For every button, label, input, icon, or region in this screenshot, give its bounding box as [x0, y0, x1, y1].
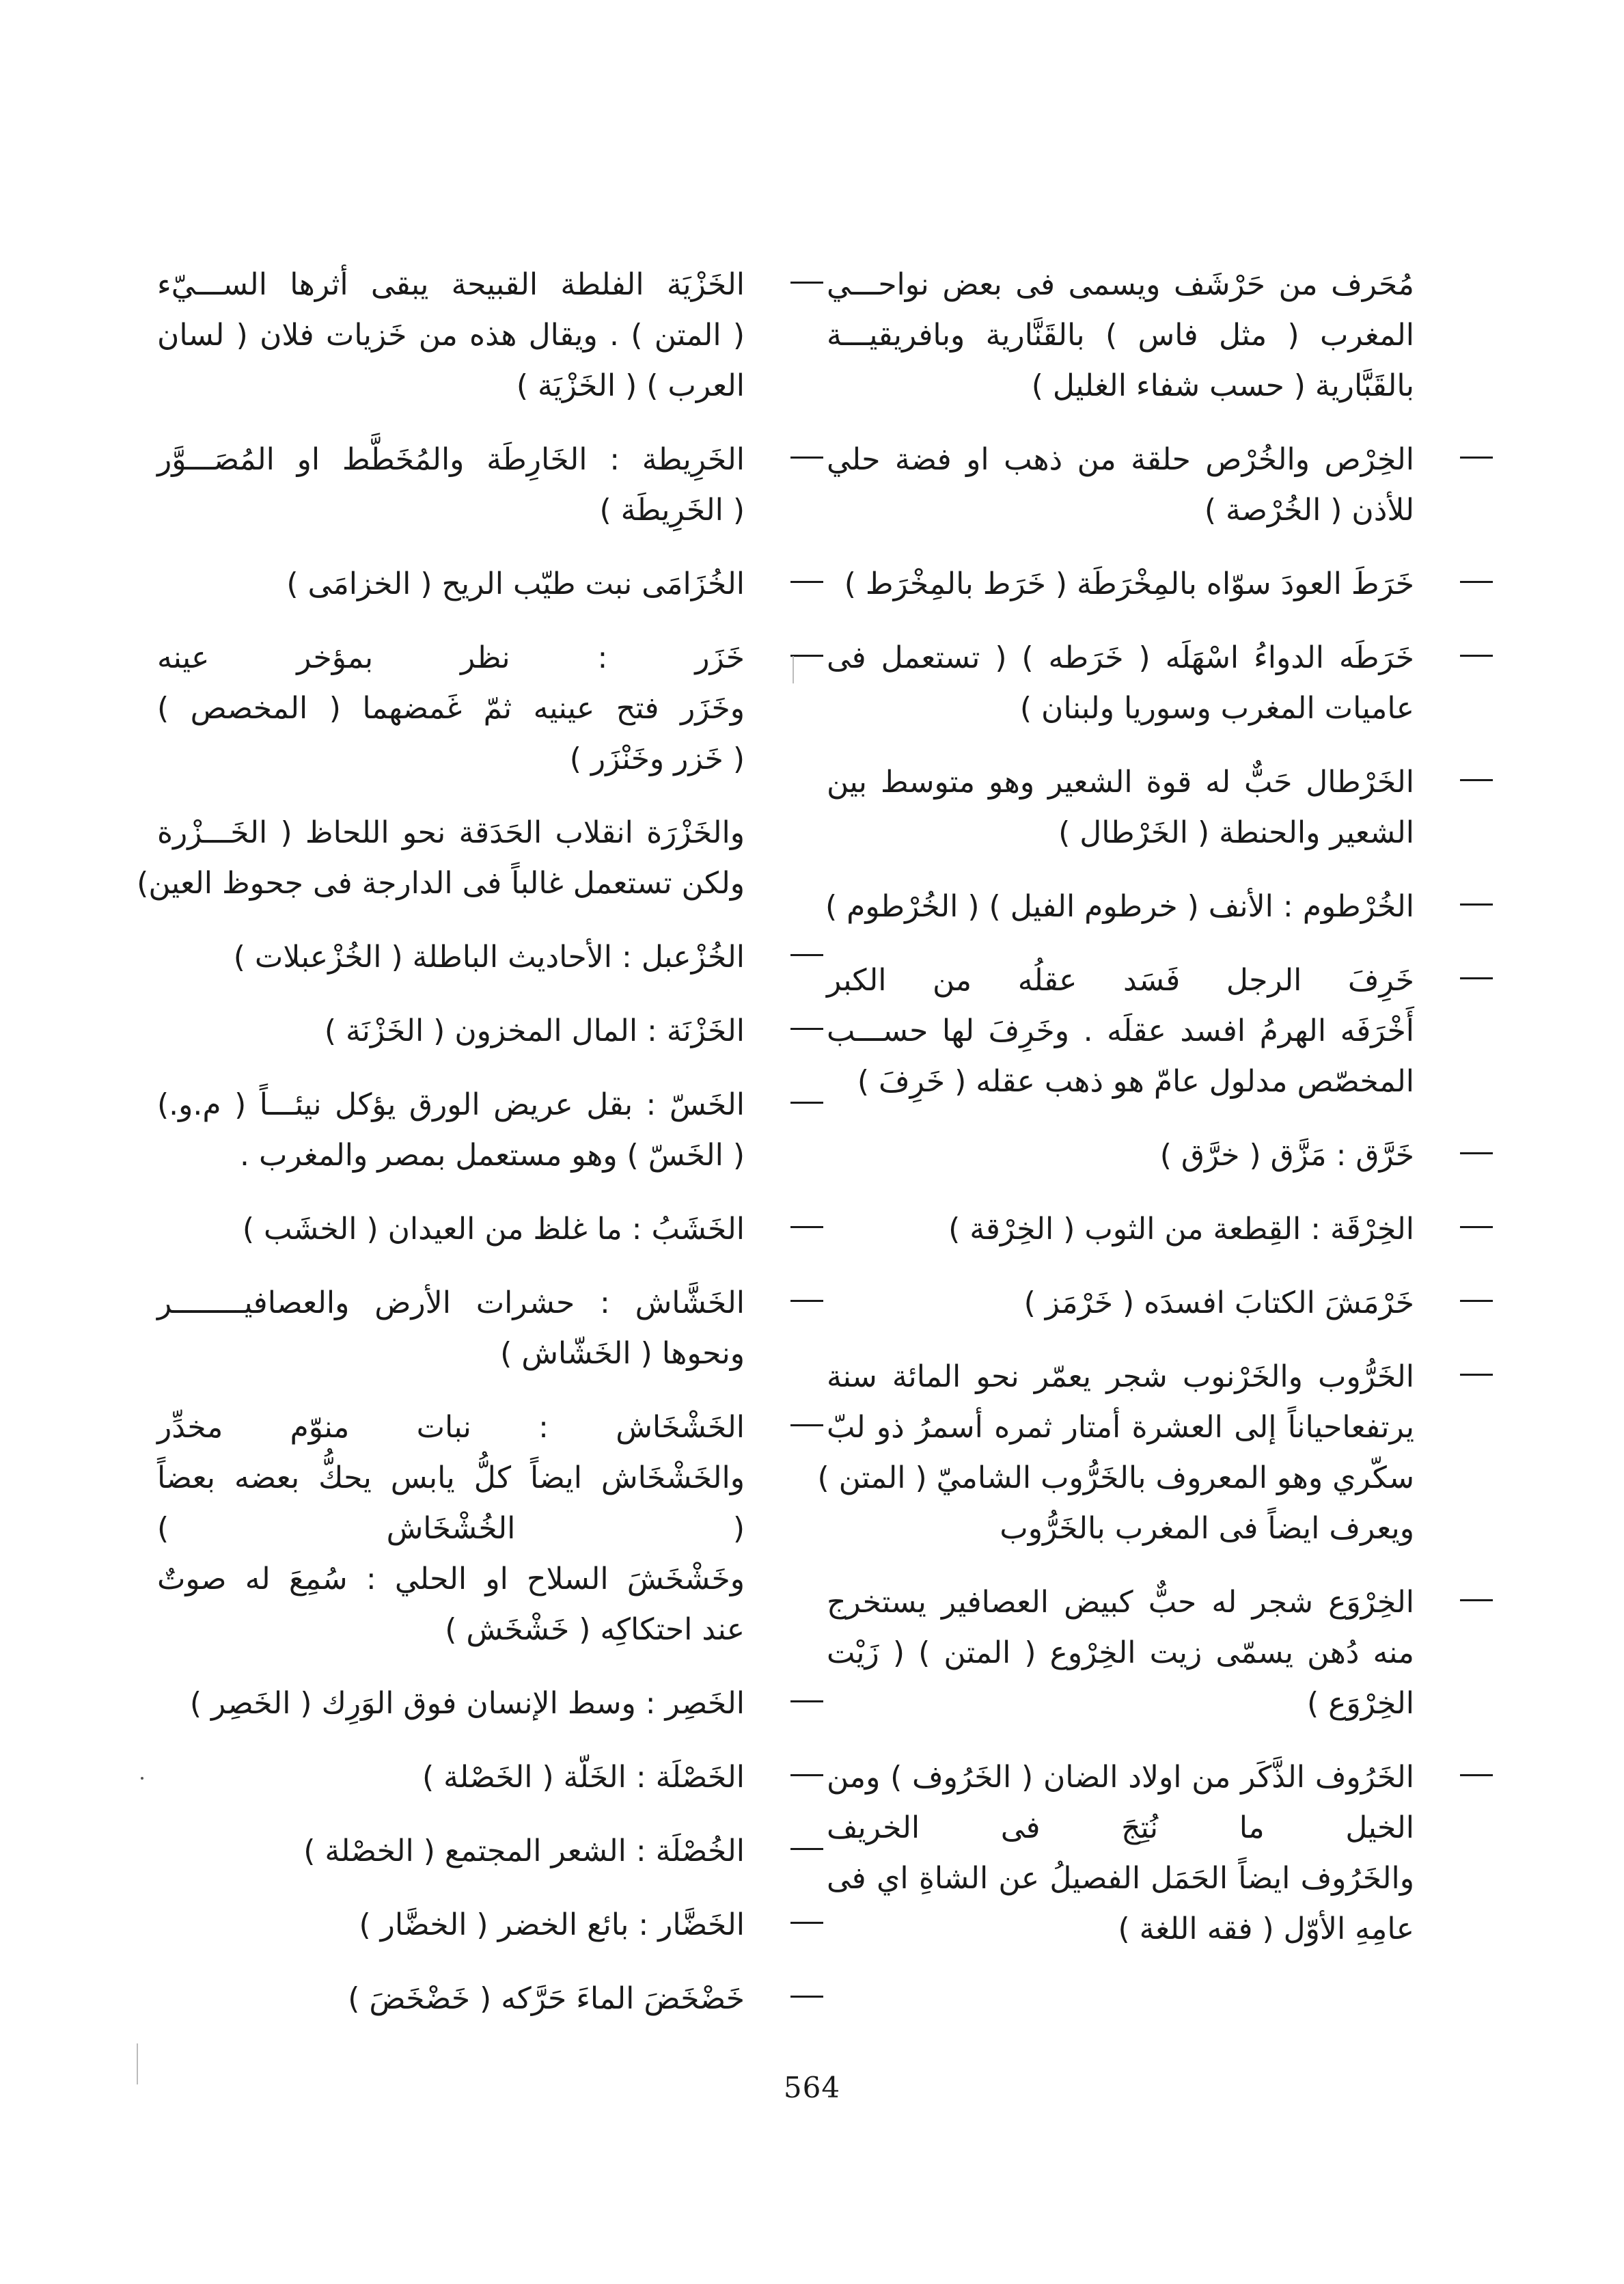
scan-mark: [793, 656, 794, 683]
entry-line: خَرَّق : مَزَّق ( خرَّق ): [1159, 1138, 1414, 1173]
entry-line: ( الخَسّ ) وهو مستعمل بمصر والمغرب .: [240, 1138, 745, 1173]
entry-line: الخِرْوَع شجر له حبٌّ كبيض العصافير يستخرج: [827, 1585, 1414, 1620]
dictionary-entry: [157, 1826, 745, 1877]
dictionary-entry: [827, 757, 1414, 858]
dictionary-entry: [157, 1080, 745, 1181]
entry-line: الخُرْطوم : الأنف ( خرطوم الفيل ) ( الخُرْطوم ): [825, 889, 1414, 924]
entry-dash: [1460, 1774, 1493, 1776]
dictionary-entry: [827, 882, 1414, 932]
scan-mark: [137, 2043, 138, 2084]
dictionary-entry: [137, 808, 745, 909]
dictionary-entry: [157, 559, 745, 610]
dictionary-entry: [827, 955, 1414, 1107]
entry-line: الخَشْخَاش : نبات منوّم مخدِّر: [157, 1410, 745, 1445]
entry-dash: [790, 1424, 823, 1426]
entry-line: للأذن ( الخُرْصة ): [1204, 493, 1414, 528]
entry-line: عند احتكاكِه ( خَشْخَش ): [445, 1612, 745, 1647]
dictionary-entry: [157, 1900, 745, 1950]
entry-dash: [1460, 1300, 1493, 1302]
entry-line: والخَرُوف ايضاً الحَمَل الفصيلُ عن الشاةِ اي فى: [827, 1861, 1414, 1896]
entry-line: والخَزْرَة انقلاب الحَدَقة نحو اللحاظ ( الخَـــزْرة: [157, 815, 745, 850]
dictionary-entry: [827, 1278, 1414, 1329]
dictionary-entry: [827, 1130, 1414, 1181]
entry-line: ( خَزر وخَنْزَر ): [569, 742, 745, 776]
entry-line: الخَسّ : بقل عريض الورق يؤكل نيئـــاً ( م.و.): [157, 1087, 745, 1122]
entry-line: الخَرُّوب والخَرْنوب شجر يعمّر نحو المائة سنة: [827, 1359, 1414, 1394]
dictionary-entry: [157, 1204, 745, 1255]
entry-dash: [790, 1102, 823, 1104]
entry-line: الخَرِيطة : الخَارِطَة والمُخَطَّط او المُصَـــوَّر: [157, 442, 745, 477]
entry-dash: [790, 1226, 823, 1228]
entry-line: الخُزَامَى نبت طيّب الريح ( الخزامَى ): [286, 567, 745, 601]
entry-line: ونحوها ( الخَشّاش ): [500, 1336, 745, 1371]
entry-line: يرتفعاحياناً إلى العشرة أمتار ثمره أسمرُ ذو لبّ: [827, 1410, 1414, 1445]
dictionary-entry: [157, 1752, 745, 1803]
entry-line: الخَزْنَة : المال المخزون ( الخَزْنَة ): [324, 1014, 745, 1048]
dictionary-entry: [817, 1352, 1414, 1554]
entry-dash: [1460, 779, 1493, 781]
entry-line: الخَرْطال حَبٌّ له قوة الشعير وهو متوسط بين: [827, 765, 1414, 800]
entry-line: خَضْخَضَ الماءَ حَرَّكه ( خَضْخَضَ ): [348, 1981, 745, 2016]
dictionary-entry: [827, 435, 1414, 536]
entry-line: وخَشْخَشَ السلاح او الحلي : سُمِعَ له صوتٌ: [157, 1562, 745, 1596]
dictionary-entry: [827, 1577, 1414, 1729]
entry-dash: [790, 655, 823, 657]
entry-line: خَرْمَشَ الكتابَ افسدَه ( خَرْمَز ): [1023, 1286, 1414, 1320]
entry-line: ولكن تستعمل غالباً فى الدارجة فى جحوظ العين): [137, 866, 745, 901]
entry-line: الشعير والحنطة ( الخَرْطال ): [1058, 815, 1414, 850]
entry-line: أَخْرَفَه الهرمُ افسد عقلَه . وخَرِفَ لها حســـب: [827, 1014, 1414, 1048]
entry-line: الخَصِر : وسط الإنسان فوق الوَرِك ( الخَصِر ): [189, 1686, 745, 1721]
entry-line: الخِرْوَع ): [1307, 1686, 1414, 1721]
entry-dash: [790, 1774, 823, 1776]
entry-dash: [790, 1996, 823, 1998]
entry-line: خَرَطَ العودَ سوّاه بالمِخْرَطَة ( خَرَط بالمِخْرَط ): [844, 567, 1414, 601]
dictionary-entry: [827, 260, 1414, 411]
entry-dash: [1460, 1152, 1493, 1154]
entry-line: وخَزَر فتح عينيه ثمّ غَمضهما ( المخصص ): [157, 691, 745, 726]
dictionary-entry: [157, 932, 745, 983]
entry-dash: [1460, 655, 1493, 657]
entry-line: عاميات المغرب وسوريا ولبنان ): [1019, 691, 1414, 726]
entry-line: ( الخُشْخَاش ): [157, 1511, 745, 1546]
entry-line: المغرب ( مثل فاس ) بالقَنَّارية وبافريقيـــة: [827, 318, 1414, 353]
entry-line: بالقَبَّارية ( حسب شفاء الغليل ): [1031, 368, 1414, 403]
entry-dash: [790, 1028, 823, 1030]
entry-dash: [1460, 457, 1493, 459]
entry-line: الخَشَّاش : حشرات الأرض والعصافيــــــــر: [157, 1286, 745, 1320]
entry-line: ويعرف ايضاً فى المغرب بالخَرُّوب: [1000, 1511, 1414, 1546]
entry-line: ( الخَرِيطَة ): [599, 493, 745, 528]
entry-dash: [1460, 903, 1493, 906]
entry-line: منه دُهن يسمّى زيت الخِرْوع ( المتن ) ( زَيْت: [827, 1635, 1414, 1670]
dictionary-entry: [827, 633, 1414, 734]
entry-line: الخَضَّار : بائع الخضر ( الخضَّار ): [359, 1907, 745, 1942]
entry-dash: [790, 954, 823, 956]
entry-dash: [790, 457, 823, 459]
dictionary-entry: [157, 1402, 745, 1655]
dictionary-entry: [157, 1974, 745, 2024]
entry-line: ( المتن ) . ويقال هذه من خَزيات فلان ( لسان: [157, 318, 745, 353]
entry-line: والخَشْخَاش ايضاً كلُّ يابس يحكُّ بعضه بعضاً: [157, 1460, 745, 1495]
scan-speck: [141, 1777, 143, 1780]
dictionary-entry: [157, 633, 745, 785]
entry-line: الخِرْص والخُرْص حلقة من ذهب او فضة حلي: [827, 442, 1414, 477]
entry-line: المخصّص مدلول عامّ هو ذهب عقله ( خَرِفَ ): [857, 1064, 1414, 1099]
entry-line: عامِهِ الأوّل ( فقه اللغة ): [1118, 1912, 1414, 1946]
entry-line: مُحَرف من حَرْشَف ويسمى فى بعض نواحـــي: [827, 267, 1414, 302]
entry-line: الخَصْلَة : الخَلّة ( الخَصْلة ): [422, 1760, 745, 1795]
entry-dash: [790, 1700, 823, 1702]
entry-dash: [790, 282, 823, 284]
dictionary-entry: [157, 435, 745, 536]
entry-dash: [1460, 581, 1493, 583]
entry-line: الخِرْقَة : القِطعة من الثوب ( الخِرْقة ): [948, 1212, 1414, 1247]
entry-line: العرب ) ( الخَزْيَة ): [516, 368, 745, 403]
entry-line: خَرَطَه الدواءُ اسْهَلَه ( خَرَطه ) ( تستعمل فى: [827, 640, 1414, 675]
dictionary-entry: [157, 1278, 745, 1379]
entry-line: الخُصْلَة : الشعر المجتمع ( الخصْلة ): [303, 1834, 745, 1868]
entry-line: الخَرُوف الذَّكَر من اولاد الضان ( الخَرُوف ) ومن: [827, 1760, 1414, 1795]
right-column: [817, 260, 1414, 1978]
dictionary-entry: [827, 1752, 1414, 1955]
dictionary-entry: [827, 1204, 1414, 1255]
entry-dash: [790, 1300, 823, 1302]
entry-line: خَزَر : نظر بمؤخر عينه: [157, 640, 745, 675]
entry-dash: [1460, 1599, 1493, 1601]
left-column: [137, 260, 745, 2048]
entry-dash: [790, 581, 823, 583]
page-number: 564: [783, 2071, 841, 2104]
entry-dash: [1460, 1374, 1493, 1376]
entry-line: خَرِفَ الرجل فَسَد عقلُه من الكبر: [827, 963, 1414, 998]
entry-dash: [1460, 977, 1493, 979]
dictionary-entry: [827, 559, 1414, 610]
dictionary-entry: [157, 1678, 745, 1729]
dictionary-entry: [157, 1006, 745, 1057]
entry-dash: [790, 1922, 823, 1924]
entry-line: الخيل ما نُتِجَ فى الخريف: [827, 1810, 1414, 1845]
entry-line: الخَزْيَة الفلطة القبيحة يبقى أثرها الســـيّء: [157, 267, 745, 302]
entry-dash: [790, 1848, 823, 1850]
entry-line: الخَشَبُ : ما غلظ من العيدان ( الخشَب ): [242, 1212, 745, 1247]
entry-line: سكّري وهو المعروف بالخَرُّوب الشاميّ ( المتن ): [817, 1460, 1414, 1495]
entry-line: الخُزْعبل : الأحاديث الباطلة ( الخُزْعبلات ): [233, 940, 745, 975]
entry-dash: [1460, 1226, 1493, 1228]
dictionary-entry: [157, 260, 745, 411]
